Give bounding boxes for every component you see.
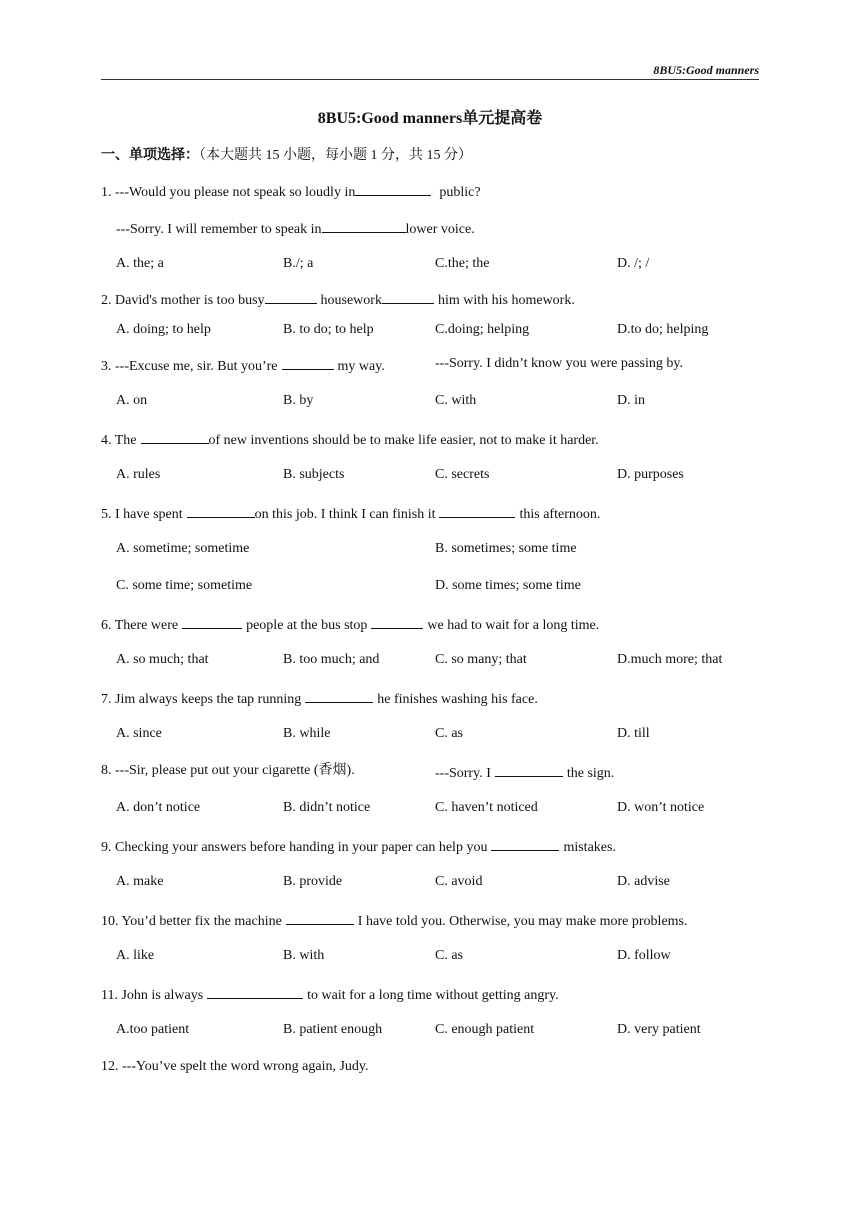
answer-blank <box>305 688 373 703</box>
answer-blank <box>182 614 242 629</box>
question-12: 12. ---You’ve spelt the word wrong again, Judy. <box>101 1059 369 1074</box>
question-8: 8. ---Sir, please put out your cigarette (香烟). <box>101 763 355 778</box>
question-text: 6. There were <box>101 618 179 633</box>
question-4 <box>101 429 599 450</box>
answer-blank <box>207 984 303 999</box>
option-a: A. since <box>116 726 162 741</box>
option-b: B. patient enough <box>283 1022 383 1037</box>
section-label: 一、单项选择： <box>101 148 199 163</box>
option-a: A. sometime; sometime <box>116 541 250 556</box>
option-b: B. didn’t notice <box>283 800 371 815</box>
question-text: my way. <box>337 359 385 374</box>
question-9 <box>101 836 616 857</box>
option-c: C. some time; sometime <box>116 578 253 593</box>
option-b: B. while <box>283 726 331 741</box>
question-text: lower voice. <box>405 222 475 237</box>
option-d: D. till <box>617 726 650 741</box>
running-header: 8BU5:Good manners <box>653 63 759 77</box>
option-d: D. won’t notice <box>617 800 705 815</box>
option-c: C.the; the <box>435 256 490 271</box>
header-rule <box>101 79 759 80</box>
option-d: D. advise <box>617 874 670 889</box>
option-b: B. to do; to help <box>283 322 374 337</box>
option-a: A. make <box>116 874 164 889</box>
question-text: 3. ---Excuse me, sir. But you’re <box>101 359 278 374</box>
option-d: D.to do; helping <box>617 322 709 337</box>
answer-blank <box>491 836 559 851</box>
option-b: B./; a <box>283 256 314 271</box>
question-text: 5. I have spent <box>101 507 183 522</box>
question-text: 9. Checking your answers before handing in your paper can help you <box>101 840 488 855</box>
question-text: public? <box>439 185 481 200</box>
option-a: A. don’t notice <box>116 800 201 815</box>
answer-blank <box>265 289 317 304</box>
option-c: C. enough patient <box>435 1022 535 1037</box>
option-b: B. subjects <box>283 467 345 482</box>
answer-blank <box>187 503 255 518</box>
option-d: D. /; / <box>617 256 650 271</box>
question-text: mistakes. <box>563 840 616 855</box>
answer-blank <box>286 910 354 925</box>
option-c: C. as <box>435 726 463 741</box>
question-7 <box>101 688 538 709</box>
option-a: A.too patient <box>116 1022 190 1037</box>
question-6 <box>101 614 599 635</box>
question-3 <box>101 355 385 376</box>
question-text: 10. You’d better fix the machine <box>101 914 282 929</box>
question-text: to wait for a long time without getting angry. <box>307 988 559 1003</box>
question-text: 11. John is always <box>101 988 204 1003</box>
option-c: C.doing; helping <box>435 322 530 337</box>
question-text: ---Sorry. I <box>435 766 491 781</box>
option-a: A. on <box>116 393 148 408</box>
question-text: I have told you. Otherwise, you may make more problems. <box>357 914 688 929</box>
option-c: C. so many; that <box>435 652 527 667</box>
answer-blank <box>282 355 334 370</box>
option-d: D. very patient <box>617 1022 701 1037</box>
page-title: 8BU5:Good manners单元提高卷 <box>317 110 543 127</box>
answer-blank <box>371 614 423 629</box>
option-c: C. with <box>435 393 477 408</box>
answer-blank <box>322 218 406 233</box>
question-text: 7. Jim always keeps the tap running <box>101 692 302 707</box>
question-text: of new inventions should be to make life easier, not to make it harder. <box>208 433 599 448</box>
question-text: this afternoon. <box>519 507 601 522</box>
option-b: B. sometimes; some time <box>435 541 577 556</box>
option-c: C. as <box>435 948 463 963</box>
section-note: （本大题共 15 小题，每小题 1 分，共 15 分） <box>199 148 472 163</box>
answer-blank <box>355 181 431 196</box>
option-b: B. by <box>283 393 314 408</box>
option-c: C. avoid <box>435 874 483 889</box>
option-d: D. some times; some time <box>435 578 581 593</box>
question-text: people at the bus stop <box>246 618 368 633</box>
option-d: D. follow <box>617 948 671 963</box>
question-text: we had to wait for a long time. <box>427 618 600 633</box>
question-text: 4. The <box>101 433 137 448</box>
option-a: A. so much; that <box>116 652 209 667</box>
question-1-reply <box>116 218 475 239</box>
question-2 <box>101 289 575 310</box>
answer-blank <box>439 503 515 518</box>
option-a: A. rules <box>116 467 161 482</box>
answer-blank <box>141 429 209 444</box>
question-text: on this job. I think I can finish it <box>254 507 436 522</box>
option-c: C. secrets <box>435 467 490 482</box>
option-b: B. provide <box>283 874 343 889</box>
question-text: 1. ---Would you please not speak so loudly in <box>101 185 356 200</box>
question-10 <box>101 910 688 931</box>
question-text: he finishes washing his face. <box>377 692 538 707</box>
question-5 <box>101 503 600 524</box>
question-11 <box>101 984 559 1005</box>
answer-blank <box>495 762 563 777</box>
option-d: D.much more; that <box>617 652 723 667</box>
question-text: him with his homework. <box>437 293 575 308</box>
question-8-reply <box>435 762 614 783</box>
question-3-reply: ---Sorry. I didn’t know you were passing by. <box>435 356 683 371</box>
question-text: housework <box>320 293 382 308</box>
option-c: C. haven’t noticed <box>435 800 538 815</box>
question-1 <box>101 181 481 202</box>
question-text: ---Sorry. I will remember to speak in <box>116 222 322 237</box>
option-d: D. in <box>617 393 645 408</box>
option-b: B. too much; and <box>283 652 380 667</box>
option-a: A. doing; to help <box>116 322 211 337</box>
option-b: B. with <box>283 948 325 963</box>
section-heading <box>101 144 472 164</box>
question-text: 2. David's mother is too busy <box>101 293 265 308</box>
question-text: the sign. <box>566 766 615 781</box>
option-a: A. like <box>116 948 155 963</box>
option-a: A. the; a <box>116 256 164 271</box>
option-d: D. purposes <box>617 467 684 482</box>
answer-blank <box>382 289 434 304</box>
